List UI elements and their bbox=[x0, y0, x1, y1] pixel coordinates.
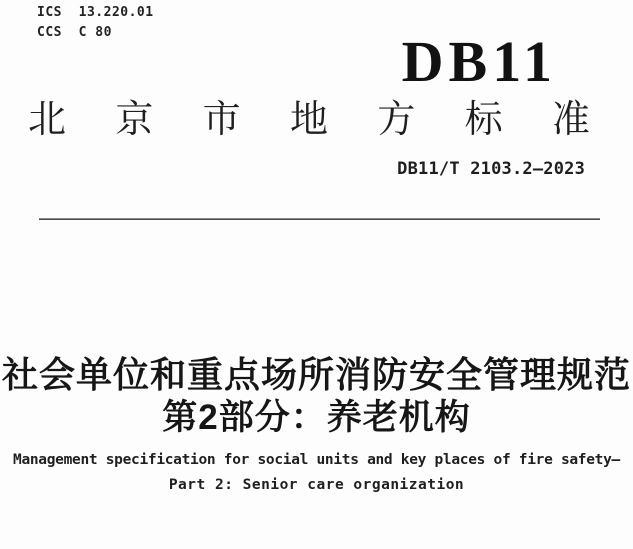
standard-number: DB11/T 2103.2—2023 bbox=[397, 159, 585, 179]
ccs-classification-code: CCS C 80 bbox=[37, 25, 112, 40]
standard-type-char: 市 bbox=[202, 99, 241, 141]
document-title-english-line2: Part 2: Senior care organization bbox=[168, 477, 465, 493]
db11-standard-logo: DB11 bbox=[401, 29, 557, 94]
standard-type-title bbox=[28, 100, 590, 142]
standard-type-char: 地 bbox=[289, 99, 328, 141]
document-title-line2: 第2部分：养老机构 bbox=[162, 398, 471, 437]
header-divider-rule bbox=[39, 218, 600, 220]
standard-type-char: 标 bbox=[464, 99, 503, 141]
standard-type-char: 京 bbox=[115, 99, 154, 141]
document-title-line1: 社会单位和重点场所消防安全管理规范 bbox=[1, 354, 631, 395]
ics-classification-code: ICS 13.220.01 bbox=[37, 5, 154, 20]
standard-type-char: 准 bbox=[551, 99, 590, 141]
document-title-english-line1: Management specification for social units and key places of fire safety— bbox=[13, 452, 620, 468]
standard-type-char: 方 bbox=[377, 99, 416, 141]
standard-type-char: 北 bbox=[28, 99, 67, 141]
